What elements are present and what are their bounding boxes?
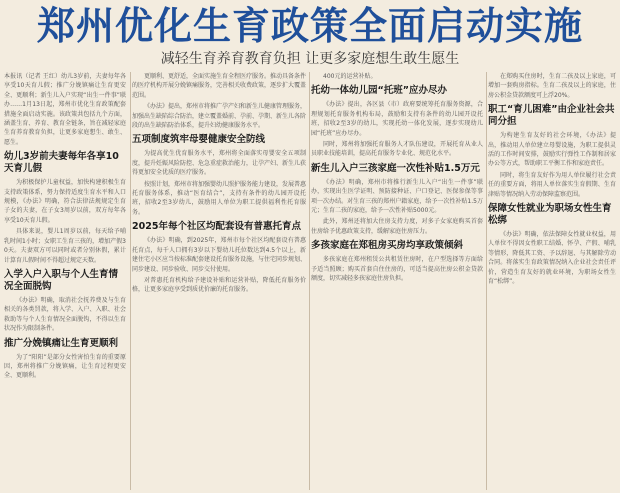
section-heading: 五项制度筑牢母婴健康安全防线 [132,134,266,146]
lead-paragraph: 本报讯（记者 王红）幼儿3岁前，夫妻每年各享受10天育儿假；推广分娩镇痛让生育更安全、更顺利；新生儿入户实现“出生一件事”联办……1月13日起，郑州市优化生育政策配套措施全面启动实施。该政策共包括九个方面，涵盖生育、养育、教育全链条，旨在减轻家庭生育养育教育负担，让更多家庭想生、敢生、愿生。 [4,73,126,146]
body-paragraph: 此外，郑州还将加大住房支持力度，对多子女家庭购买首套住房给予优惠政策支持，缓解家庭住房压力。 [311,218,483,235]
body-paragraph: 同时，郑州将加强托育服务人才队伍建设，开展托育从业人员职业技能培训，提高托育服务专业化、规范化水平。 [311,141,483,158]
body-paragraph: 为构建生育友好的社会环境，《办法》提出，推动用人单位建立母婴设施，为职工提供灵活的工作时间安排，鼓励实行弹性工作制和居家办公等方式，帮助职工平衡工作和家庭责任。 [488,132,616,168]
body-paragraph: 《办法》提出，郑州市将推广孕产妇和新生儿健康管理服务，加强出生缺陷综合防治，建立覆盖婚前、孕前、孕期、新生儿各阶段的出生缺陷防治体系，提升妇幼健康服务水平。 [132,103,306,130]
section-heading: 入学入户入职与个人生育情况全面脱钩 [4,268,119,292]
body-paragraph: 具体来说，婴儿1周岁以前，每天给予哺乳时间1小时；女职工生育三孩的，增加产假30天。夫妻双方可以同时或者分别休假，累计计算育儿假时间不得超过规定天数。 [4,228,126,264]
body-paragraph: 为积极保护儿童权益，加快构建积极生育支持政策体系，努力保持适度生育水平和人口规模，《办法》明确，符合法律法规规定生育子女的夫妻，在子女3周岁以前，双方每年各享受10天育儿假。 [4,179,126,224]
body-paragraph: 在郑购买住房时，生育二孩及以上家庭，可增加一套购房指标。生育二孩及以上的家庭，住房公积金贷款额度可上浮20%。 [488,73,616,99]
headline: 郑州优化生育政策全面启动实施 [36,4,583,48]
body-paragraph: 同时，将生育友好作为用人单位履行社会责任的重要方面，将用人单位落实生育假期、生育津贴等情况纳入劳动保障监察范围。 [488,171,616,198]
subheadline: 减轻生育养育教育负担 让更多家庭想生敢生愿生 [160,51,460,67]
section-heading: 推广分娩镇痛让生育更顺利 [4,337,119,349]
body-paragraph: 《办法》明确，到2025年，郑州市每个社区均配套设有普惠托育点，每千人口拥有3岁以下婴幼儿托位数达到4.5个以上，新建住宅小区应当按标准配套建设托育服务设施，与住宅同步规划、同步建设、同步验收、同步交付使用。 [132,237,306,273]
column-1 [4,72,126,490]
column-4 [488,72,616,490]
section-heading: 托幼一体幼儿园“托班”应办尽办 [311,85,447,97]
body-paragraph: 按照计划，郑州市将加强婴幼儿照护服务能力建设，发展普惠托育服务体系，推动“医育结合”，支持有条件的幼儿园开设托班，招收2至3岁幼儿，鼓励用人单位为职工提供福利性托育服务。 [132,180,306,216]
column-2 [132,72,306,490]
body-paragraph: 为了“阳阳”是部分女性害怕生育的重要原因，郑州将推广分娩镇痛，让生育过程更安全、更顺利。 [4,353,126,380]
body-paragraph: 《办法》明确，郑州市将推行新生儿入户“出生一件事”联办，实现出生医学证明、预防接种证、户口登记、医保参保等事项一次办结。对生育三孩的郑州户籍家庭，给予一次性补贴1.5万元；生育二孩的家庭，给予一次性补贴5000元。 [311,178,483,215]
body-paragraph: 《办法》提出，各区县（市）政府要统筹托育服务资源，合理规划托育服务机构布局，鼓励和支持有条件的幼儿园开设托班，招收2至3岁的幼儿，实现托幼一体化发展，逐步实现幼儿园“托班”应办尽办。 [311,101,483,137]
section-heading: 新生儿入户三孩家庭一次性补贴1.5万元 [311,162,480,174]
body-paragraph: 为提高优生优育服务水平，郑州将全面落实母婴安全五项制度，提升妊娠风险防控、危急重症救治能力，让孕产妇、新生儿获得更加安全优质的医疗服务。 [132,150,306,177]
body-paragraph: 多孩家庭在郑州租赁公共租赁住房时，在户型选择等方面给予适当照顾；购买首套自住住房的，可适当提高住房公积金贷款额度，切实减轻多孩家庭住房负担。 [311,256,483,283]
body-paragraph: 更顺利、更舒适，全面实施生育全程医疗服务。推动具备条件的医疗机构开展分娩镇痛服务，完善相关收费政策，逐步扩大覆盖范围。 [132,73,306,99]
section-heading: 2025年每个社区均配套设有普惠托育点 [132,221,301,233]
body-paragraph: 400元的运营补贴。 [323,73,377,80]
body-paragraph: 《办法》明确，取消社会抚养费及与生育相关的各类罚款，将入学、入户、入职、社会救助等与个人生育情况全面脱钩，不得以生育状况作为限制条件。 [4,296,126,333]
section-heading: 多孩家庭在郑租房买房均享政策倾斜 [311,240,464,252]
column-3 [311,72,483,490]
section-heading: 幼儿3岁前夫妻每年各享10天育儿假 [4,151,119,175]
article-columns [4,72,616,490]
body-paragraph: 对普惠托育机构给予建设补贴和运营补贴，降低托育服务价格，让更多家庭享受到质优价廉的托育服务。 [132,276,306,294]
section-heading: 保障女性就业为职场女性生育松绑 [488,203,612,227]
body-paragraph: 《办法》明确，依法保障女性就业权益，用人单位不得因女性职工结婚、怀孕、产假、哺乳等情形，降低其工资、予以辞退、与其解除劳动合同。将落实生育政策情况纳入企业社会责任评价，营造生育友好的就业环境，为职场女性生育“松绑”。 [488,231,616,286]
section-heading: 职工“育儿困难”由企业社会共同分担 [488,104,615,128]
